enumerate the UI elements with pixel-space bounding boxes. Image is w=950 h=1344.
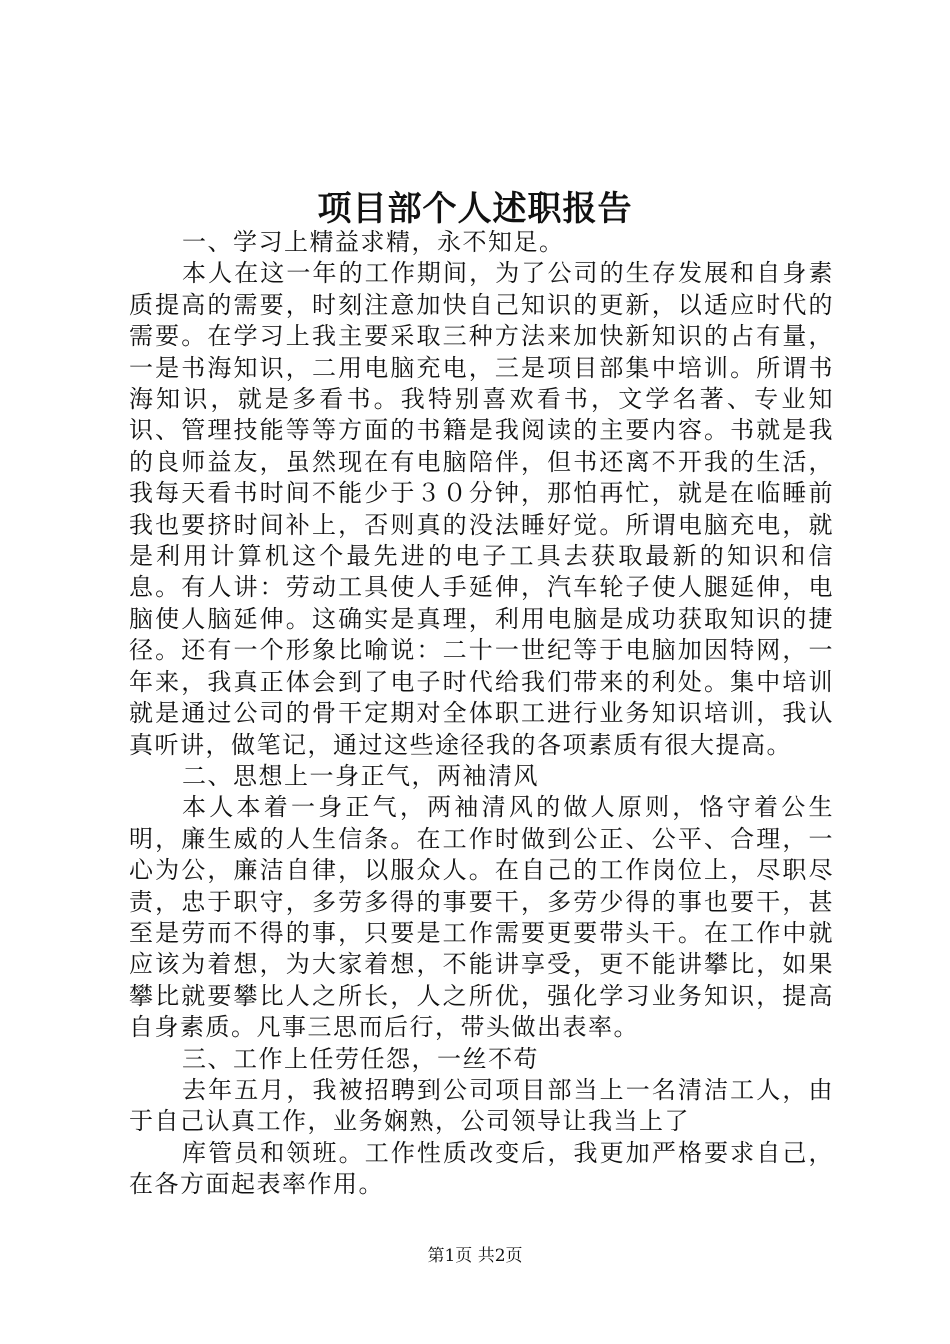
section-heading-study: 一、学习上精益求精，永不知足。 (182, 228, 565, 256)
page-title: 项目部个人述职报告 (317, 189, 633, 229)
paragraph-work-continued: 库管员和领班。工作性质改变后，我更加严格要求自己，在各方面起表率作用。 (129, 1138, 834, 1199)
document-body (129, 227, 834, 1201)
paragraph-work: 去年五月，我被招聘到公司项目部当上一名清洁工人，由于自己认真工作，业务娴熟，公司领导让我当上了 (129, 1075, 834, 1136)
page-number: 第1页 共2页 (427, 1246, 523, 1266)
paragraph-ideology: 本人本着一身正气，两袖清风的做人原则，恪守着公生明，廉生威的人生信条。在工作时做到公正、公平、合理，一心为公，廉洁自律，以服众人。在自己的工作岗位上，尽职尽责，忠于职守，多劳多得的事要干，多劳少得的事也要干，甚至是劳而不得的事，只要是工作需要更要带头干。在工作中就应该为着想，为大家着想，不能讲享受，更不能讲攀比，如果攀比就要攀比人之所长，人之所优，强化学习业务知识，提高自身素质。凡事三思而后行，带头做出表率。 (129, 793, 834, 1042)
section-heading-work: 三、工作上任劳任怨，一丝不苟 (182, 1044, 539, 1073)
section-heading-ideology: 二、思想上一身正气，两袖清风 (182, 761, 539, 790)
paragraph-study: 本人在这一年的工作期间，为了公司的生存发展和自身素质提高的需要，时刻注意加快自己知识的更新，以适应时代的需要。在学习上我主要采取三种方法来加快新知识的占有量，一是书海知识，二用电脑充电，三是项目部集中培训。所谓书海知识，就是多看书。我特别喜欢看书，文学名著、专业知识、管理技能等等方面的书籍是我阅读的主要内容。书就是我的良师益友，虽然现在有电脑陪伴，但书还离不开我的生活，我每天看书时间不能少于３０分钟，那怕再忙，就是在临睡前我也要挤时间补上，否则真的没法睡好觉。所谓电脑充电，就是利用计算机这个最先进的电子工具去获取最新的知识和信息。有人讲：劳动工具使人手延伸，汽车轮子使人腿延伸，电脑使人脑延伸。这确实是真理，利用电脑是成功获取知识的捷径。还有一个形象比喻说：二十一世纪等于电脑加因特网，一年来，我真正体会到了电子时代给我们带来的利处。集中培训就是通过公司的骨干定期对全体职工进行业务知识培训，我认真听讲，做笔记，通过这些途径我的各项素质有很大提高。 (129, 259, 834, 759)
